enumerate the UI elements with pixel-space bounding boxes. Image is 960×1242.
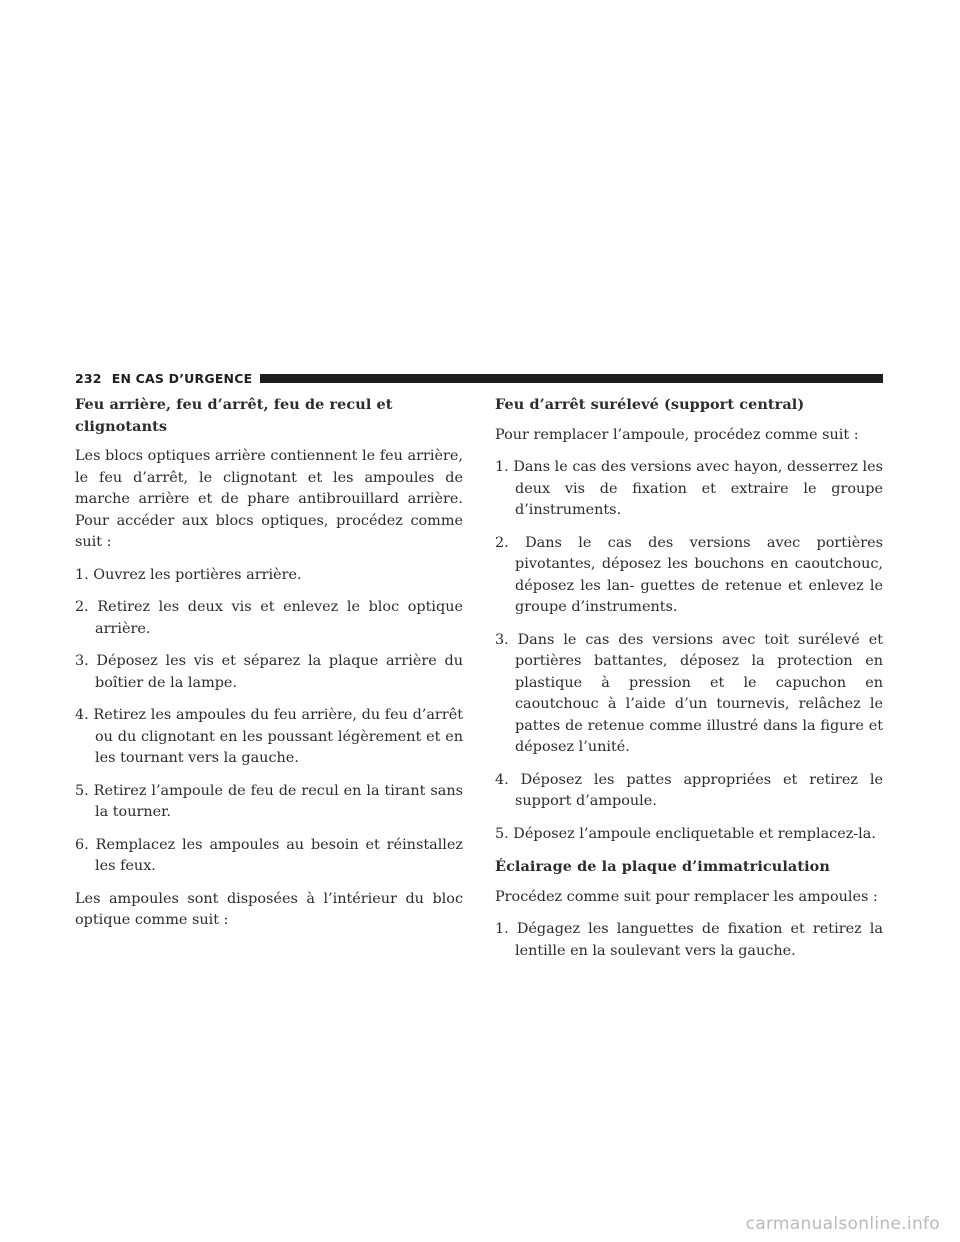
step-item: 3. Dans le cas des versions avec toit surélevé et portières battantes, déposez la protection en plastique à pression et le capuchon en caoutchouc à l’aide d’un tournevis, relâchez le pattes de retenue comme illustré dans la figure et déposez l’unité. [495,631,883,755]
section-title: EN CAS D’URGENCE [111,370,253,386]
step-item: 4. Retirez les ampoules du feu arrière, du feu d’arrêt ou du clignotant en les poussant légèrement et en les tournant vers la gauche. [75,707,463,766]
right-column [495,394,883,973]
page-header [75,370,883,386]
intro-paragraph: Pour remplacer l’ampoule, procédez comme suit : [495,426,859,443]
license-plate-steps [495,919,883,962]
page-number: 232 [75,370,102,386]
intro-paragraph: Les blocs optiques arrière contiennent le feu arrière, le feu d’arrêt, le clignotant et les ampoules de marche arrière et de phare antibrouillard arrière. Pour accéder aux blocs optiques, procédez comme suit : [75,448,463,550]
watermark: carmanualsonline.info [745,1214,940,1234]
outro-paragraph: Les ampoules sont disposées à l’intérieur du bloc optique comme suit : [75,890,463,928]
step-item: 5. Retirez l’ampoule de feu de recul en la tirant sans la tourner. [75,782,463,820]
step-item: 1. Dégagez les languettes de fixation et retirez la lentille en la soulevant vers la gauche. [495,921,883,959]
step-item: 3. Déposez les vis et séparez la plaque arrière du boîtier de la lampe. [75,653,463,691]
rear-lights-steps [75,565,463,878]
step-item: 4. Déposez les pattes appropriées et retirez le support d’ampoule. [495,771,883,809]
step-item: 1. Dans le cas des versions avec hayon, desserrez les deux vis de fixation et extraire le groupe d’instruments. [495,459,883,518]
heading-center-stop-light: Feu d’arrêt surélevé (support central) [495,396,805,413]
heading-license-plate-light: Éclairage de la plaque d’immatriculation [495,858,830,875]
step-item: 5. Déposez l’ampoule encliquetable et remplacez-la. [495,825,876,842]
step-item: 2. Retirez les deux vis et enlevez le bloc optique arrière. [75,599,463,637]
intro-paragraph: Procédez comme suit pour remplacer les ampoules : [495,888,878,905]
step-item: 1. Ouvrez les portières arrière. [75,566,302,583]
header-rule [260,374,883,383]
step-item: 6. Remplacez les ampoules au besoin et réinstallez les feux. [75,836,463,874]
heading-rear-lights: Feu arrière, feu d’arrêt, feu de recul et clignotants [75,396,393,435]
center-stop-light-steps [495,457,883,845]
step-item: 2. Dans le cas des versions avec portières pivotantes, déposez les bouchons en caoutchouc, déposez les lan- guettes de retenue et enlevez le groupe d’instruments. [495,534,883,615]
left-column [75,394,463,943]
